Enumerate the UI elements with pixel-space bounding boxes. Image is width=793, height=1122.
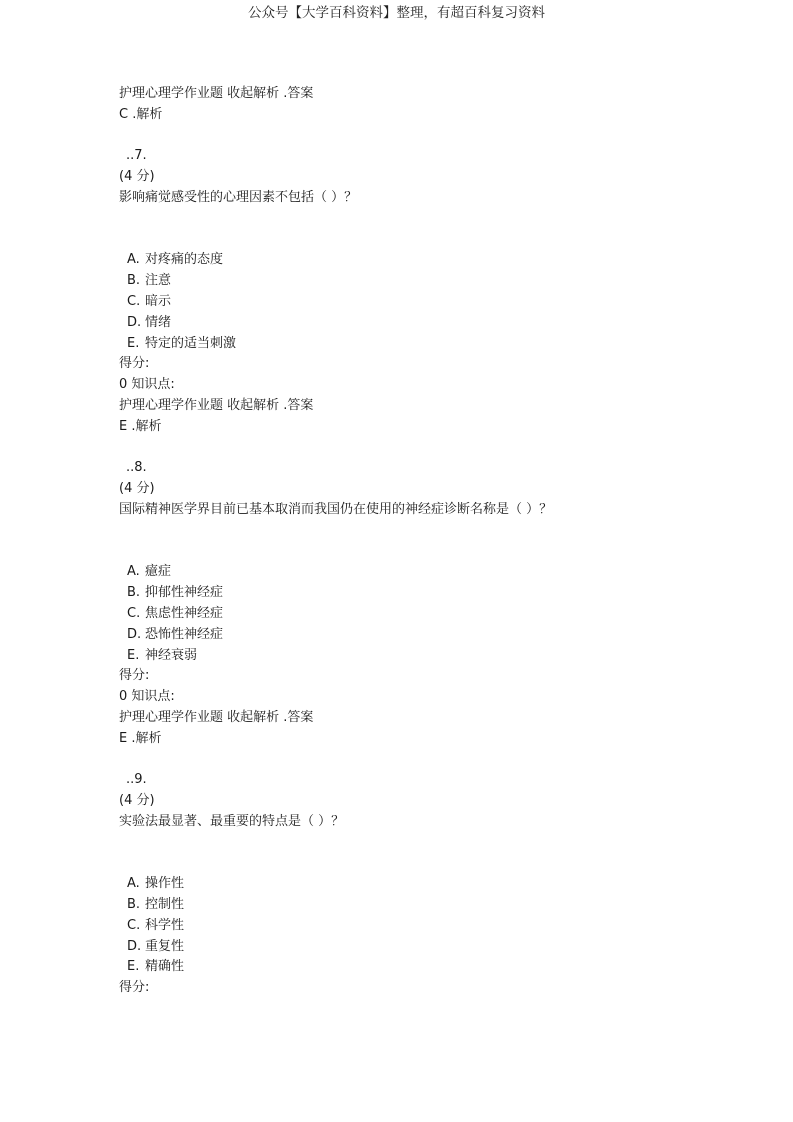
knowledge-point: 0 知识点: [119,689,175,705]
option-text: 暗示 [145,293,172,309]
intro-answer-line: 护理心理学作业题 收起解析 .答案 [119,86,314,101]
option-letter: A. [127,876,140,892]
option-letter: C. [127,605,141,621]
analysis-line: E .解析 [119,418,162,434]
option-e[interactable] [119,957,719,978]
option-text: 抑郁性神经症 [145,585,224,601]
question-text: 实验法最显著、最重要的特点是（ ）？ [119,813,345,829]
score-label: 得分: [119,980,150,996]
question-number: ..9. [126,772,147,788]
question-score: (4 分) [119,793,155,809]
option-c[interactable] [119,604,719,625]
option-letter: B. [127,585,141,601]
intro-analysis-line: C .解析 [119,106,163,122]
analysis-line: E .解析 [119,730,162,746]
option-letter: C. [127,293,141,309]
question-text: 国际精神医学界目前已基本取消而我国仍在使用的神经症诊断名称是（ ）？ [119,501,553,517]
option-a[interactable] [119,562,719,583]
option-text: 操作性 [145,876,185,892]
option-letter: D. [127,314,142,330]
option-a[interactable] [119,874,719,895]
option-d[interactable] [119,313,719,334]
question-text: 影响痛觉感受性的心理因素不包括（ ）？ [119,189,358,205]
option-d[interactable] [119,625,719,646]
option-letter: E. [127,959,140,975]
document-body [119,84,719,999]
question-score: (4 分) [119,481,155,497]
question-9 [119,770,719,999]
option-text: 情绪 [145,314,172,330]
option-e[interactable] [119,646,719,667]
option-c[interactable] [119,916,719,937]
option-text: 对疼痛的态度 [145,252,224,268]
option-text: 注意 [145,273,172,289]
option-letter: D. [127,626,142,642]
option-e[interactable] [119,334,719,355]
question-number: ..8. [126,460,147,476]
question-8 [119,458,719,749]
page-header: 公众号【大学百科资料】整理，有超百科复习资料 [248,5,545,21]
option-letter: A. [127,564,140,580]
option-text: 精确性 [145,959,185,975]
option-text: 科学性 [145,917,185,933]
score-label: 得分: [119,668,150,684]
option-letter: E. [127,647,140,663]
option-b[interactable] [119,583,719,604]
option-text: 恐怖性神经症 [145,626,224,642]
option-text: 控制性 [145,897,185,913]
question-score: (4 分) [119,169,155,185]
option-b[interactable] [119,895,719,916]
answer-line: 护理心理学作业题 收起解析 .答案 [119,397,314,413]
option-text: 特定的适当刺激 [145,335,237,351]
option-letter: B. [127,273,141,289]
option-text: 癔症 [145,564,172,580]
knowledge-point: 0 知识点: [119,377,175,393]
option-letter: E. [127,335,140,351]
option-text: 焦虑性神经症 [145,605,224,621]
question-7 [119,146,719,437]
option-text: 神经衰弱 [145,647,198,663]
option-d[interactable] [119,937,719,958]
option-letter: A. [127,252,140,268]
option-b[interactable] [119,271,719,292]
question-number: ..7. [126,148,147,164]
option-c[interactable] [119,292,719,313]
score-label: 得分: [119,356,150,372]
answer-line: 护理心理学作业题 收起解析 .答案 [119,709,314,725]
option-letter: B. [127,897,141,913]
option-a[interactable] [119,250,719,271]
option-letter: C. [127,917,141,933]
option-text: 重复性 [145,938,185,954]
option-letter: D. [127,938,142,954]
